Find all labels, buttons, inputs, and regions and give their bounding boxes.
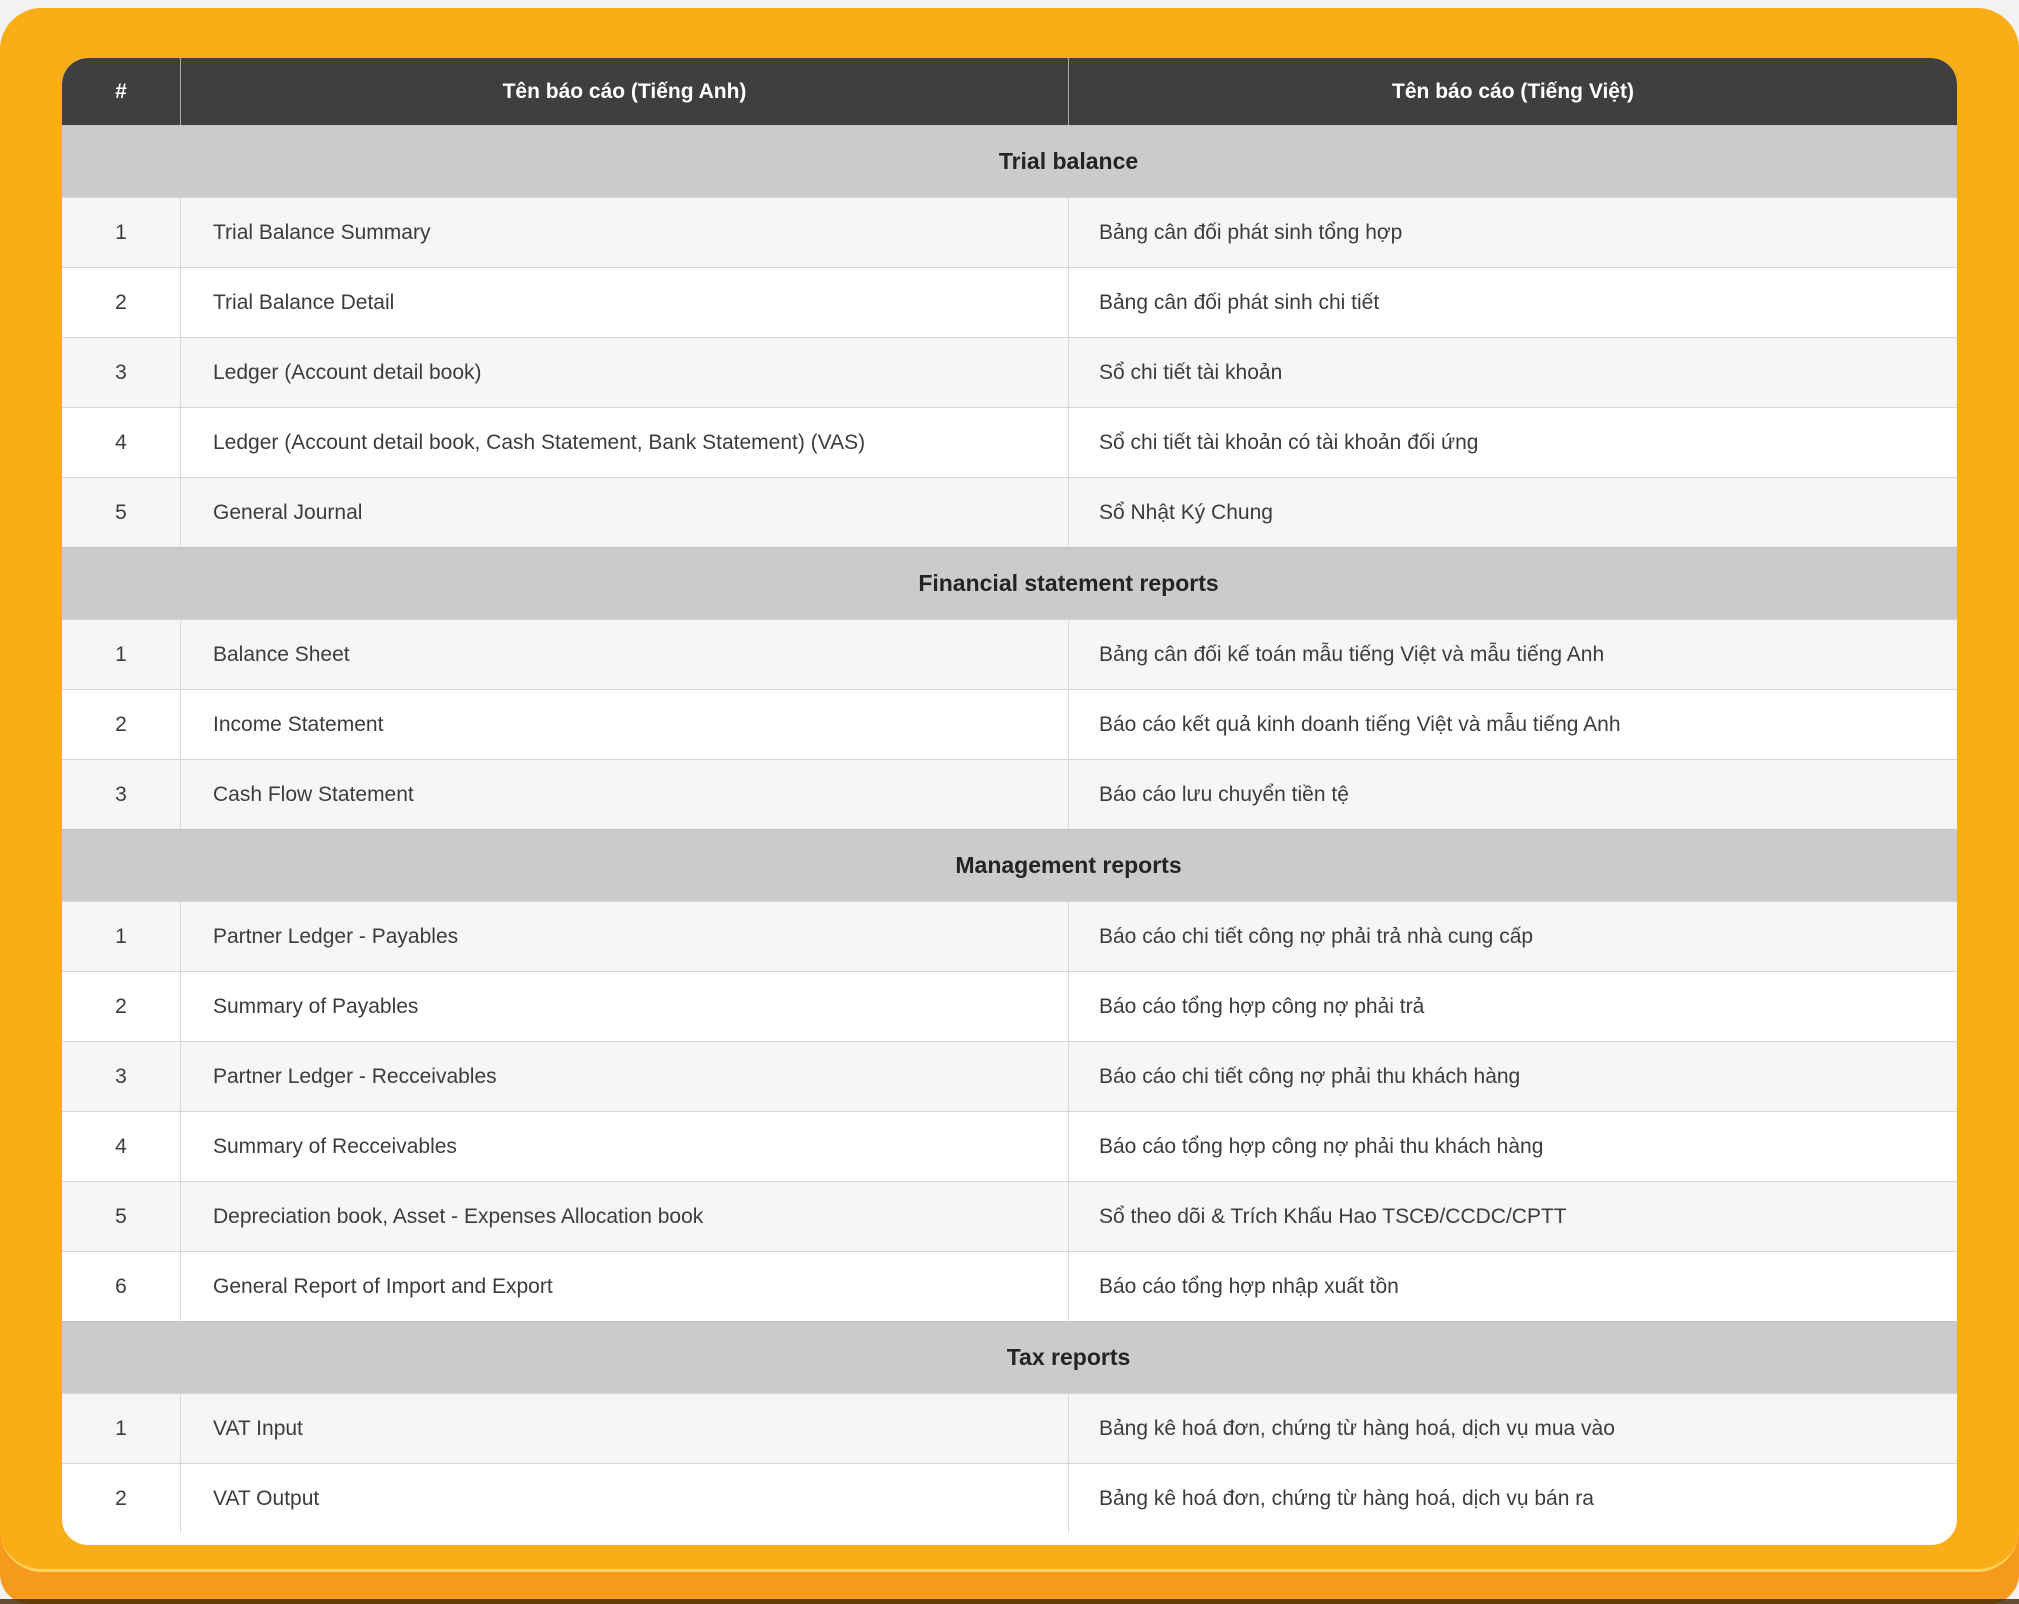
- report-name-vi-cell: Sổ chi tiết tài khoản có tài khoản đối ứng: [1068, 407, 1957, 477]
- report-name-en-cell: Partner Ledger - Payables: [180, 901, 1068, 971]
- report-name-vi-cell: Bảng kê hoá đơn, chứng từ hàng hoá, dịch vụ bán ra: [1068, 1463, 1957, 1533]
- report-name-en-cell: General Report of Import and Export: [180, 1251, 1068, 1321]
- report-name-vi-cell: Bảng cân đối kế toán mẫu tiếng Việt và mẫu tiếng Anh: [1068, 619, 1957, 689]
- report-name-en-cell: VAT Output: [180, 1463, 1068, 1533]
- report-name-en-cell: Summary of Payables: [180, 971, 1068, 1041]
- row-number-cell: 1: [62, 1393, 180, 1463]
- table-row: [62, 337, 1957, 407]
- row-number-cell: 5: [62, 1181, 180, 1251]
- report-name-en-cell: General Journal: [180, 477, 1068, 547]
- column-header-number: #: [62, 58, 180, 125]
- bottom-edge-strip: [0, 1599, 2019, 1604]
- table-row: [62, 1251, 1957, 1321]
- row-number-cell: 2: [62, 971, 180, 1041]
- report-name-en-cell: Balance Sheet: [180, 619, 1068, 689]
- report-name-vi-cell: Báo cáo lưu chuyển tiền tệ: [1068, 759, 1957, 829]
- row-number-cell: 1: [62, 619, 180, 689]
- report-name-en-cell: Partner Ledger - Recceivables: [180, 1041, 1068, 1111]
- report-name-vi-cell: Sổ chi tiết tài khoản: [1068, 337, 1957, 407]
- row-number-cell: 6: [62, 1251, 180, 1321]
- report-name-vi-cell: Báo cáo chi tiết công nợ phải thu khách hàng: [1068, 1041, 1957, 1111]
- row-number-cell: 1: [62, 197, 180, 267]
- report-name-vi-cell: Báo cáo tổng hợp công nợ phải thu khách hàng: [1068, 1111, 1957, 1181]
- table-row: [62, 407, 1957, 477]
- report-name-en-cell: Summary of Recceivables: [180, 1111, 1068, 1181]
- report-name-vi-cell: Báo cáo chi tiết công nợ phải trả nhà cung cấp: [1068, 901, 1957, 971]
- report-name-en-cell: Trial Balance Summary: [180, 197, 1068, 267]
- table-row: [62, 901, 1957, 971]
- report-table-body: [62, 125, 1957, 1533]
- section-header-row: [62, 1321, 1957, 1393]
- report-name-vi-cell: Sổ Nhật Ký Chung: [1068, 477, 1957, 547]
- row-number-cell: 4: [62, 407, 180, 477]
- section-title: Management reports: [62, 829, 1957, 901]
- row-number-cell: 3: [62, 1041, 180, 1111]
- report-name-vi-cell: Bảng cân đối phát sinh tổng hợp: [1068, 197, 1957, 267]
- table-row: [62, 689, 1957, 759]
- row-number-cell: 5: [62, 477, 180, 547]
- table-row: [62, 1111, 1957, 1181]
- report-name-en-cell: Ledger (Account detail book, Cash Statement, Bank Statement) (VAS): [180, 407, 1068, 477]
- table-header-row: [62, 58, 1957, 125]
- row-number-cell: 1: [62, 901, 180, 971]
- report-name-en-cell: VAT Input: [180, 1393, 1068, 1463]
- report-name-en-cell: Ledger (Account detail book): [180, 337, 1068, 407]
- reports-card: [62, 58, 1957, 1545]
- report-name-vi-cell: Bảng cân đối phát sinh chi tiết: [1068, 267, 1957, 337]
- reports-table: [62, 58, 1957, 1533]
- column-header-name-en: Tên báo cáo (Tiếng Anh): [180, 58, 1068, 125]
- section-title: Tax reports: [62, 1321, 1957, 1393]
- report-name-en-cell: Depreciation book, Asset - Expenses Allocation book: [180, 1181, 1068, 1251]
- section-title: Financial statement reports: [62, 547, 1957, 619]
- report-name-en-cell: Trial Balance Detail: [180, 267, 1068, 337]
- report-name-vi-cell: Bảng kê hoá đơn, chứng từ hàng hoá, dịch vụ mua vào: [1068, 1393, 1957, 1463]
- report-name-vi-cell: Báo cáo tổng hợp công nợ phải trả: [1068, 971, 1957, 1041]
- table-row: [62, 1041, 1957, 1111]
- section-header-row: [62, 547, 1957, 619]
- row-number-cell: 2: [62, 267, 180, 337]
- section-title: Trial balance: [62, 125, 1957, 197]
- table-row: [62, 759, 1957, 829]
- row-number-cell: 3: [62, 759, 180, 829]
- table-row: [62, 1393, 1957, 1463]
- table-row: [62, 971, 1957, 1041]
- table-row: [62, 197, 1957, 267]
- report-name-vi-cell: Báo cáo tổng hợp nhập xuất tồn: [1068, 1251, 1957, 1321]
- row-number-cell: 2: [62, 689, 180, 759]
- report-name-en-cell: Income Statement: [180, 689, 1068, 759]
- table-row: [62, 267, 1957, 337]
- column-header-name-vi: Tên báo cáo (Tiếng Việt): [1068, 58, 1957, 125]
- row-number-cell: 4: [62, 1111, 180, 1181]
- table-row: [62, 1463, 1957, 1533]
- section-header-row: [62, 829, 1957, 901]
- row-number-cell: 2: [62, 1463, 180, 1533]
- report-name-vi-cell: Báo cáo kết quả kinh doanh tiếng Việt và mẫu tiếng Anh: [1068, 689, 1957, 759]
- report-name-vi-cell: Sổ theo dõi & Trích Khấu Hao TSCĐ/CCDC/CPTT: [1068, 1181, 1957, 1251]
- row-number-cell: 3: [62, 337, 180, 407]
- table-row: [62, 477, 1957, 547]
- section-header-row: [62, 125, 1957, 197]
- table-row: [62, 1181, 1957, 1251]
- report-name-en-cell: Cash Flow Statement: [180, 759, 1068, 829]
- table-row: [62, 619, 1957, 689]
